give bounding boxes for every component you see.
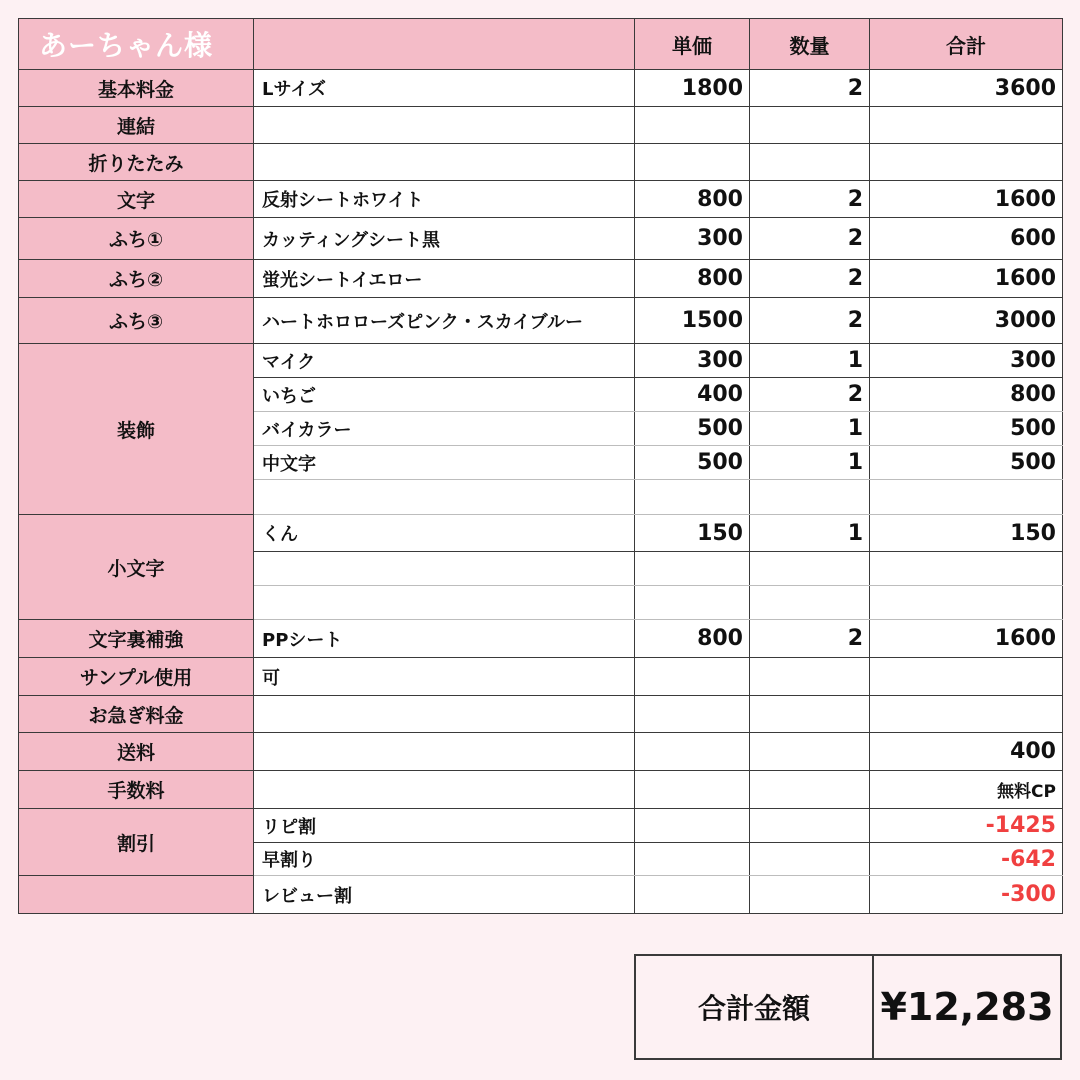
row-total: 1600 — [870, 620, 1063, 658]
grand-total-label: 合計金額 — [635, 955, 873, 1059]
row-quantity — [750, 843, 870, 876]
row-quantity: 2 — [750, 70, 870, 107]
table-row — [19, 696, 1063, 733]
row-category: 折りたたみ — [19, 144, 254, 181]
row-quantity: 2 — [750, 260, 870, 298]
row-item — [254, 586, 635, 620]
row-unit-price: 800 — [635, 260, 750, 298]
row-unit-price — [635, 586, 750, 620]
row-unit-price — [635, 876, 750, 914]
row-unit-price: 150 — [635, 515, 750, 552]
row-item — [254, 552, 635, 586]
row-unit-price — [635, 771, 750, 809]
row-quantity — [750, 586, 870, 620]
row-item: カッティングシート黒 — [254, 218, 635, 260]
row-unit-price — [635, 696, 750, 733]
row-item: バイカラー — [254, 412, 635, 446]
row-unit-price: 300 — [635, 344, 750, 378]
row-item: ハートホロローズピンク・スカイブルー — [254, 298, 635, 344]
row-total — [870, 552, 1063, 586]
row-item: マイク — [254, 344, 635, 378]
row-total — [870, 107, 1063, 144]
row-total: 無料CP — [870, 771, 1063, 809]
table-row — [19, 298, 1063, 344]
row-quantity — [750, 107, 870, 144]
row-category: 基本料金 — [19, 70, 254, 107]
row-unit-price — [635, 144, 750, 181]
row-category: 装飾 — [19, 344, 254, 515]
table-row — [19, 771, 1063, 809]
table-row — [19, 658, 1063, 696]
row-unit-price — [635, 843, 750, 876]
row-item — [254, 144, 635, 181]
row-total: 3000 — [870, 298, 1063, 344]
customer-name: あーちゃん様 — [19, 19, 254, 70]
row-item — [254, 696, 635, 733]
table-row — [19, 144, 1063, 181]
row-quantity: 1 — [750, 344, 870, 378]
grand-total-box — [634, 954, 1062, 1060]
row-total: 500 — [870, 446, 1063, 480]
row-quantity — [750, 552, 870, 586]
row-category: ふち② — [19, 260, 254, 298]
row-total: -300 — [870, 876, 1063, 914]
header-total: 合計 — [870, 19, 1063, 70]
row-total: -642 — [870, 843, 1063, 876]
row-total — [870, 696, 1063, 733]
header-item-cell — [254, 19, 635, 70]
row-total — [870, 586, 1063, 620]
row-category — [19, 876, 254, 914]
row-unit-price: 800 — [635, 620, 750, 658]
row-quantity: 2 — [750, 181, 870, 218]
row-category: 送料 — [19, 733, 254, 771]
row-unit-price: 500 — [635, 412, 750, 446]
row-unit-price — [635, 480, 750, 515]
row-item: くん — [254, 515, 635, 552]
row-item — [254, 480, 635, 515]
row-unit-price — [635, 809, 750, 843]
invoice-table — [18, 18, 1063, 914]
row-total — [870, 144, 1063, 181]
table-row — [19, 515, 1063, 552]
row-unit-price: 300 — [635, 218, 750, 260]
row-quantity — [750, 733, 870, 771]
row-item: PPシート — [254, 620, 635, 658]
row-item: いちご — [254, 378, 635, 412]
table-row — [19, 260, 1063, 298]
row-total: 600 — [870, 218, 1063, 260]
row-quantity — [750, 809, 870, 843]
header-row — [19, 19, 1063, 70]
row-unit-price — [635, 107, 750, 144]
table-row — [19, 809, 1063, 843]
table-row — [19, 620, 1063, 658]
row-total: 300 — [870, 344, 1063, 378]
row-category: 文字裏補強 — [19, 620, 254, 658]
row-quantity: 2 — [750, 298, 870, 344]
row-unit-price — [635, 733, 750, 771]
row-quantity — [750, 480, 870, 515]
row-total: 1600 — [870, 260, 1063, 298]
row-item: 早割り — [254, 843, 635, 876]
row-unit-price: 500 — [635, 446, 750, 480]
row-item: 可 — [254, 658, 635, 696]
table-row — [19, 107, 1063, 144]
row-item: 中文字 — [254, 446, 635, 480]
row-quantity — [750, 658, 870, 696]
row-unit-price: 1800 — [635, 70, 750, 107]
row-unit-price: 800 — [635, 181, 750, 218]
row-total: 400 — [870, 733, 1063, 771]
row-quantity: 2 — [750, 378, 870, 412]
row-category: 文字 — [19, 181, 254, 218]
row-total: 1600 — [870, 181, 1063, 218]
row-category: 連結 — [19, 107, 254, 144]
row-total: 3600 — [870, 70, 1063, 107]
row-category: 手数料 — [19, 771, 254, 809]
row-total: 150 — [870, 515, 1063, 552]
header-unit-price: 単価 — [635, 19, 750, 70]
row-item — [254, 771, 635, 809]
row-total — [870, 480, 1063, 515]
row-quantity — [750, 696, 870, 733]
row-quantity — [750, 876, 870, 914]
row-category: お急ぎ料金 — [19, 696, 254, 733]
row-item: Lサイズ — [254, 70, 635, 107]
row-item: 反射シートホワイト — [254, 181, 635, 218]
row-category: 割引 — [19, 809, 254, 876]
table-row — [19, 218, 1063, 260]
row-category: 小文字 — [19, 515, 254, 620]
row-quantity: 1 — [750, 515, 870, 552]
row-total — [870, 658, 1063, 696]
row-unit-price: 400 — [635, 378, 750, 412]
row-quantity: 1 — [750, 412, 870, 446]
row-item — [254, 733, 635, 771]
table-row — [19, 70, 1063, 107]
row-item: レビュー割 — [254, 876, 635, 914]
table-row — [19, 344, 1063, 378]
row-unit-price: 1500 — [635, 298, 750, 344]
table-row — [19, 733, 1063, 771]
table-row — [19, 181, 1063, 218]
row-category: ふち① — [19, 218, 254, 260]
row-total: 800 — [870, 378, 1063, 412]
row-quantity: 1 — [750, 446, 870, 480]
row-total: -1425 — [870, 809, 1063, 843]
table-row — [19, 876, 1063, 914]
row-item: リピ割 — [254, 809, 635, 843]
row-unit-price — [635, 658, 750, 696]
header-quantity: 数量 — [750, 19, 870, 70]
row-item — [254, 107, 635, 144]
row-quantity: 2 — [750, 620, 870, 658]
row-unit-price — [635, 552, 750, 586]
row-quantity — [750, 771, 870, 809]
row-category: サンプル使用 — [19, 658, 254, 696]
grand-total-value: ¥12,283 — [873, 955, 1061, 1059]
row-category: ふち③ — [19, 298, 254, 344]
row-quantity: 2 — [750, 218, 870, 260]
row-total: 500 — [870, 412, 1063, 446]
row-item: 蛍光シートイエロー — [254, 260, 635, 298]
row-quantity — [750, 144, 870, 181]
